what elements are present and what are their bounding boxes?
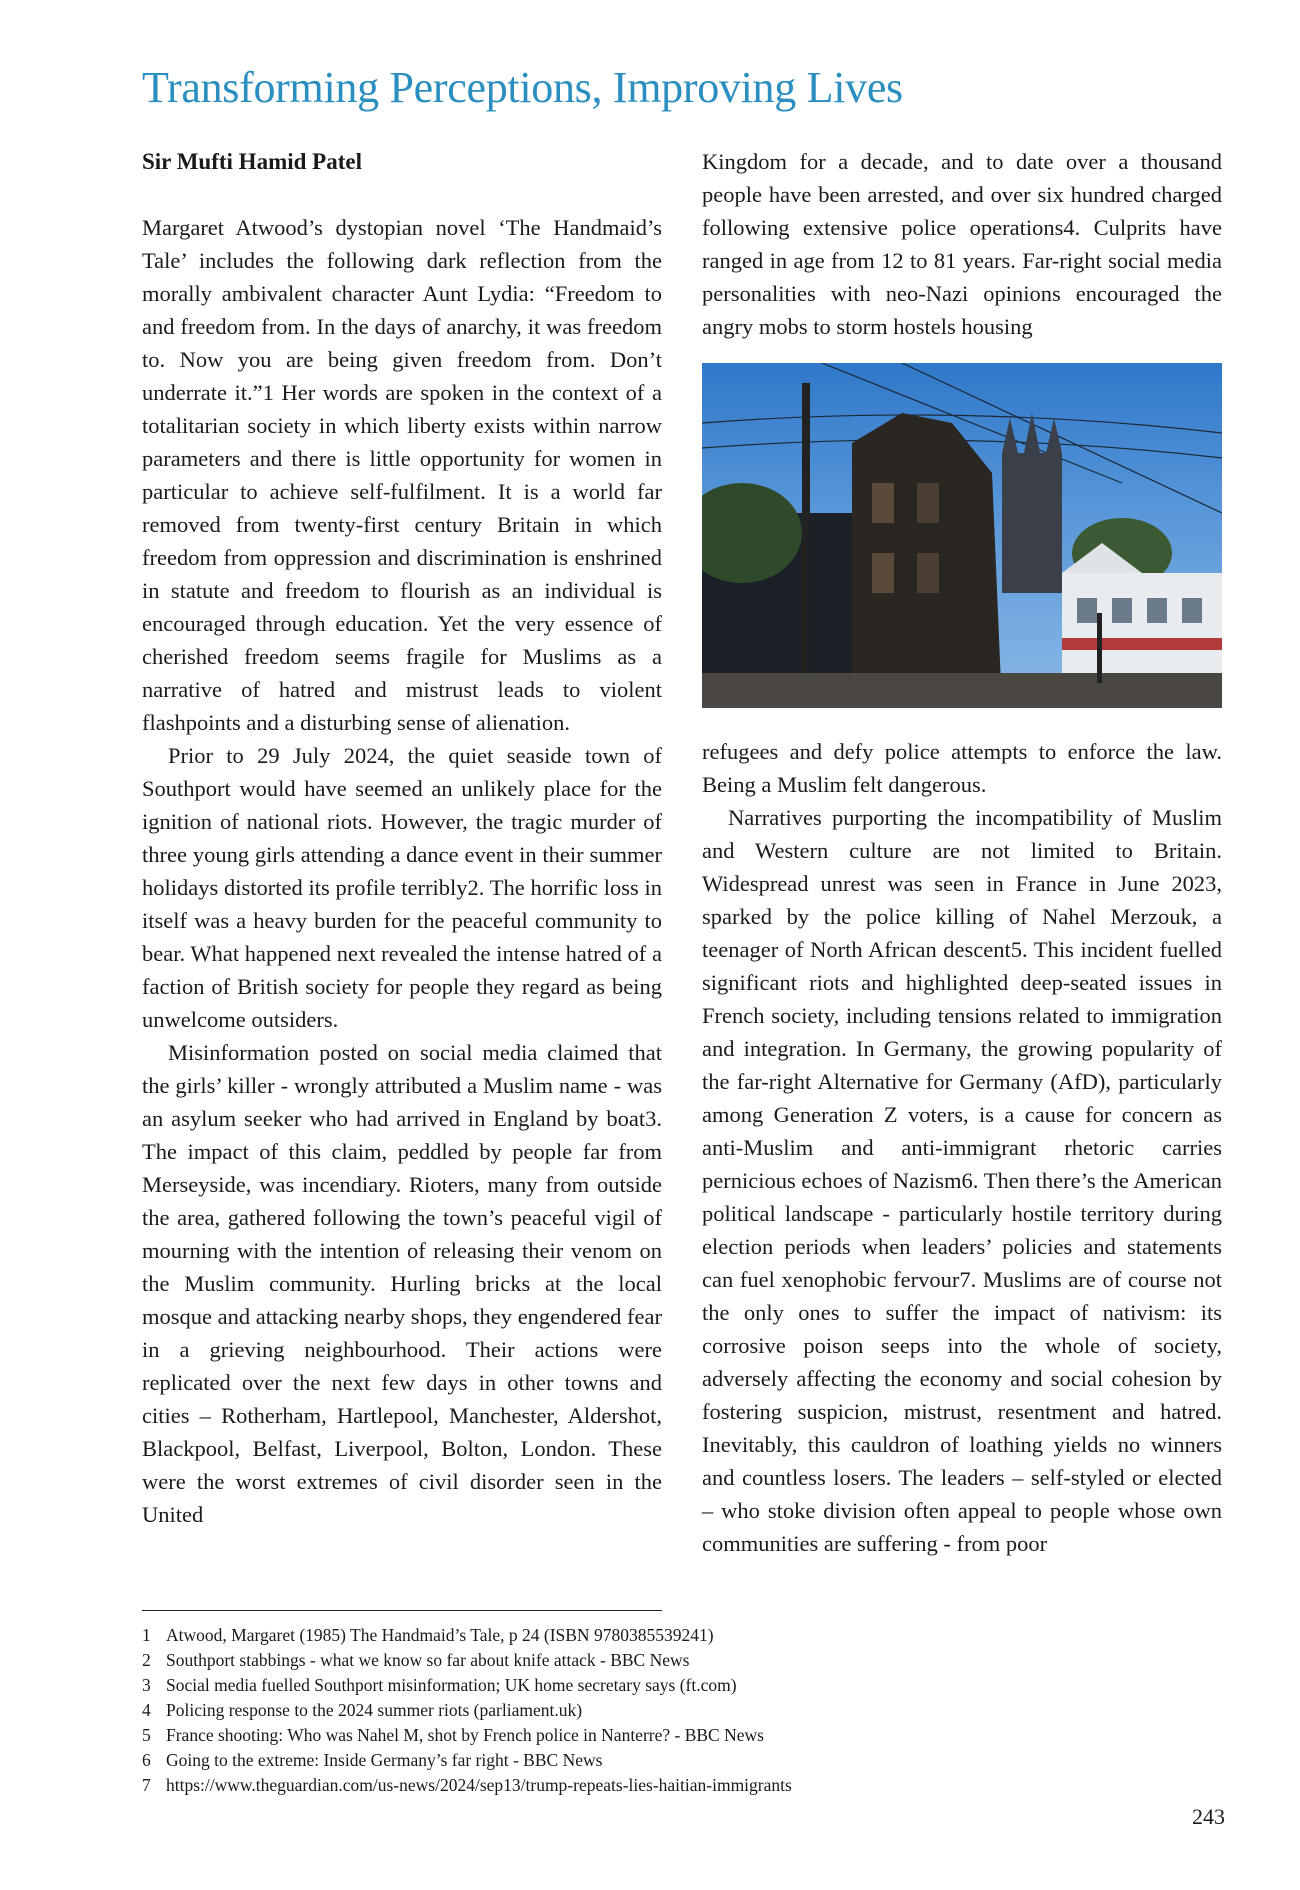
left-column [142, 145, 662, 1531]
footnote-number: 7 [142, 1775, 151, 1795]
footnote [142, 1648, 690, 1673]
footnote [142, 1698, 662, 1723]
footnote-text: France shooting: Who was Nahel M, shot by French police in Nanterre? - BBC News [166, 1725, 764, 1745]
footnote-text: Social media fuelled Southport misinformation; UK home secretary says (ft.com) [166, 1675, 737, 1695]
building-scene-image [702, 363, 1222, 708]
footnote-number: 2 [142, 1650, 151, 1670]
footnote-text: Southport stabbings - what we know so far about knife attack - BBC News [166, 1650, 690, 1670]
footnote-number: 5 [142, 1725, 151, 1745]
footnote-text: Going to the extreme: Inside Germany’s far right - BBC News [166, 1750, 603, 1770]
right-column [702, 145, 1222, 1560]
footnote [142, 1748, 662, 1773]
footnote-number: 4 [142, 1700, 151, 1720]
paragraph-5: Narratives purporting the incompatibility of Muslim and Western culture are not limited to Britain. Widespread unrest was seen in France in June 2023, sparked by the police killing of Nahel Merzouk, a teenager of North African descent5. This incident fuelled significant riots and highlighted deep-seated issues in French society, including tensions related to immigration and integration. In Germany, the growing popularity of the far-right Alternative for Germany (AfD), particularly among Generation Z voters, is a cause for concern as anti-Muslim and anti-immigrant rhetoric carries pernicious echoes of Nazism6. Then there’s the American political landscape - particularly hostile territory during election periods when leaders’ policies and statements can fuel xenophobic fervour7. Muslims are of course not the only ones to suffer the impact of nativism: its corrosive poison seeps into the whole of society, adversely affecting the economy and social cohesion by fostering suspicion, mistrust, resentment and hatred. Inevitably, this cauldron of loathing yields no winners and countless losers. The leaders – self-styled or elected – who stoke division often appeal to people whose own communities are suffering - from poor [702, 805, 1222, 1556]
page-number: 243 [1192, 1804, 1225, 1829]
footnote-number: 1 [142, 1625, 151, 1645]
footnote [142, 1723, 764, 1748]
paragraph-3: Misinformation posted on social media claimed that the girls’ killer - wrongly attributed a Muslim name - was an asylum seeker who had arrived in England by boat3. The impact of this claim, peddled by people far from Merseyside, was incendiary. Rioters, many from outside the area, gathered following the town’s peaceful vigil of mourning with the intention of releasing their venom on the Muslim community. Hurling bricks at the local mosque and attacking nearby shops, they engendered fear in a grieving neighbourhood. Their actions were replicated over the next few days in other towns and cities – Rotherham, Hartlepool, Manchester, Aldershot, Blackpool, Belfast, Liverpool, Bolton, London. These were the worst extremes of civil disorder seen in the United [142, 1040, 662, 1527]
paragraph-2: Prior to 29 July 2024, the quiet seaside town of Southport would have seemed an unlikely place for the ignition of national riots. However, the tragic murder of three young girls attending a dance event in their summer holidays distorted its profile terribly2. The horrific loss in itself was a heavy burden for the peaceful community to bear. What happened next revealed the intense hatred of a faction of British society for people they regard as being unwelcome outsiders. [142, 743, 662, 1032]
paragraph-3-continued: Kingdom for a decade, and to date over a thousand people have been arrested, and over six hundred charged following extensive police operations4. Culprits have ranged in age from 12 to 81 years. Far-right social media personalities with neo-Nazi opinions encouraged the angry mobs to storm hostels housing [702, 149, 1222, 339]
riot-damage-photo [702, 363, 1222, 708]
paragraph-4: refugees and defy police attempts to enforce the law. Being a Muslim felt dangerous. [702, 739, 1222, 797]
footnote-number: 3 [142, 1675, 151, 1695]
footnotes-section [142, 1610, 792, 1798]
footnote [142, 1773, 792, 1798]
author-name: Sir Mufti Hamid Patel [142, 149, 362, 174]
footnote-text: https://www.theguardian.com/us-news/2024/sep13/trump-repeats-lies-haitian-immigrants [166, 1775, 792, 1795]
footnote [142, 1673, 737, 1698]
footnote-number: 6 [142, 1750, 151, 1770]
paragraph-1: Margaret Atwood’s dystopian novel ‘The Handmaid’s Tale’ includes the following dark reflection from the morally ambivalent character Aunt Lydia: “Freedom to and freedom from. In the days of anarchy, it was freedom to. Now you are being given freedom from. Don’t underrate it.”1 Her words are spoken in the context of a totalitarian society in which liberty exists within narrow parameters and there is little opportunity for women in particular to achieve self-fulfilment. It is a world far removed from twenty-first century Britain in which freedom from oppression and discrimination is enshrined in statute and freedom to flourish as an individual is encouraged through education. Yet the very essence of cherished freedom seems fragile for Muslims as a narrative of hatred and mistrust leads to violent flashpoints and a disturbing sense of alienation. [142, 215, 662, 735]
footnote-text: Atwood, Margaret (1985) The Handmaid’s Tale, p 24 (ISBN 9780385539241) [166, 1625, 714, 1645]
footnote [142, 1623, 714, 1648]
article-title: Transforming Perceptions, Improving Lives [142, 63, 903, 112]
footnote-text: Policing response to the 2024 summer riots (parliament.uk) [166, 1700, 583, 1720]
